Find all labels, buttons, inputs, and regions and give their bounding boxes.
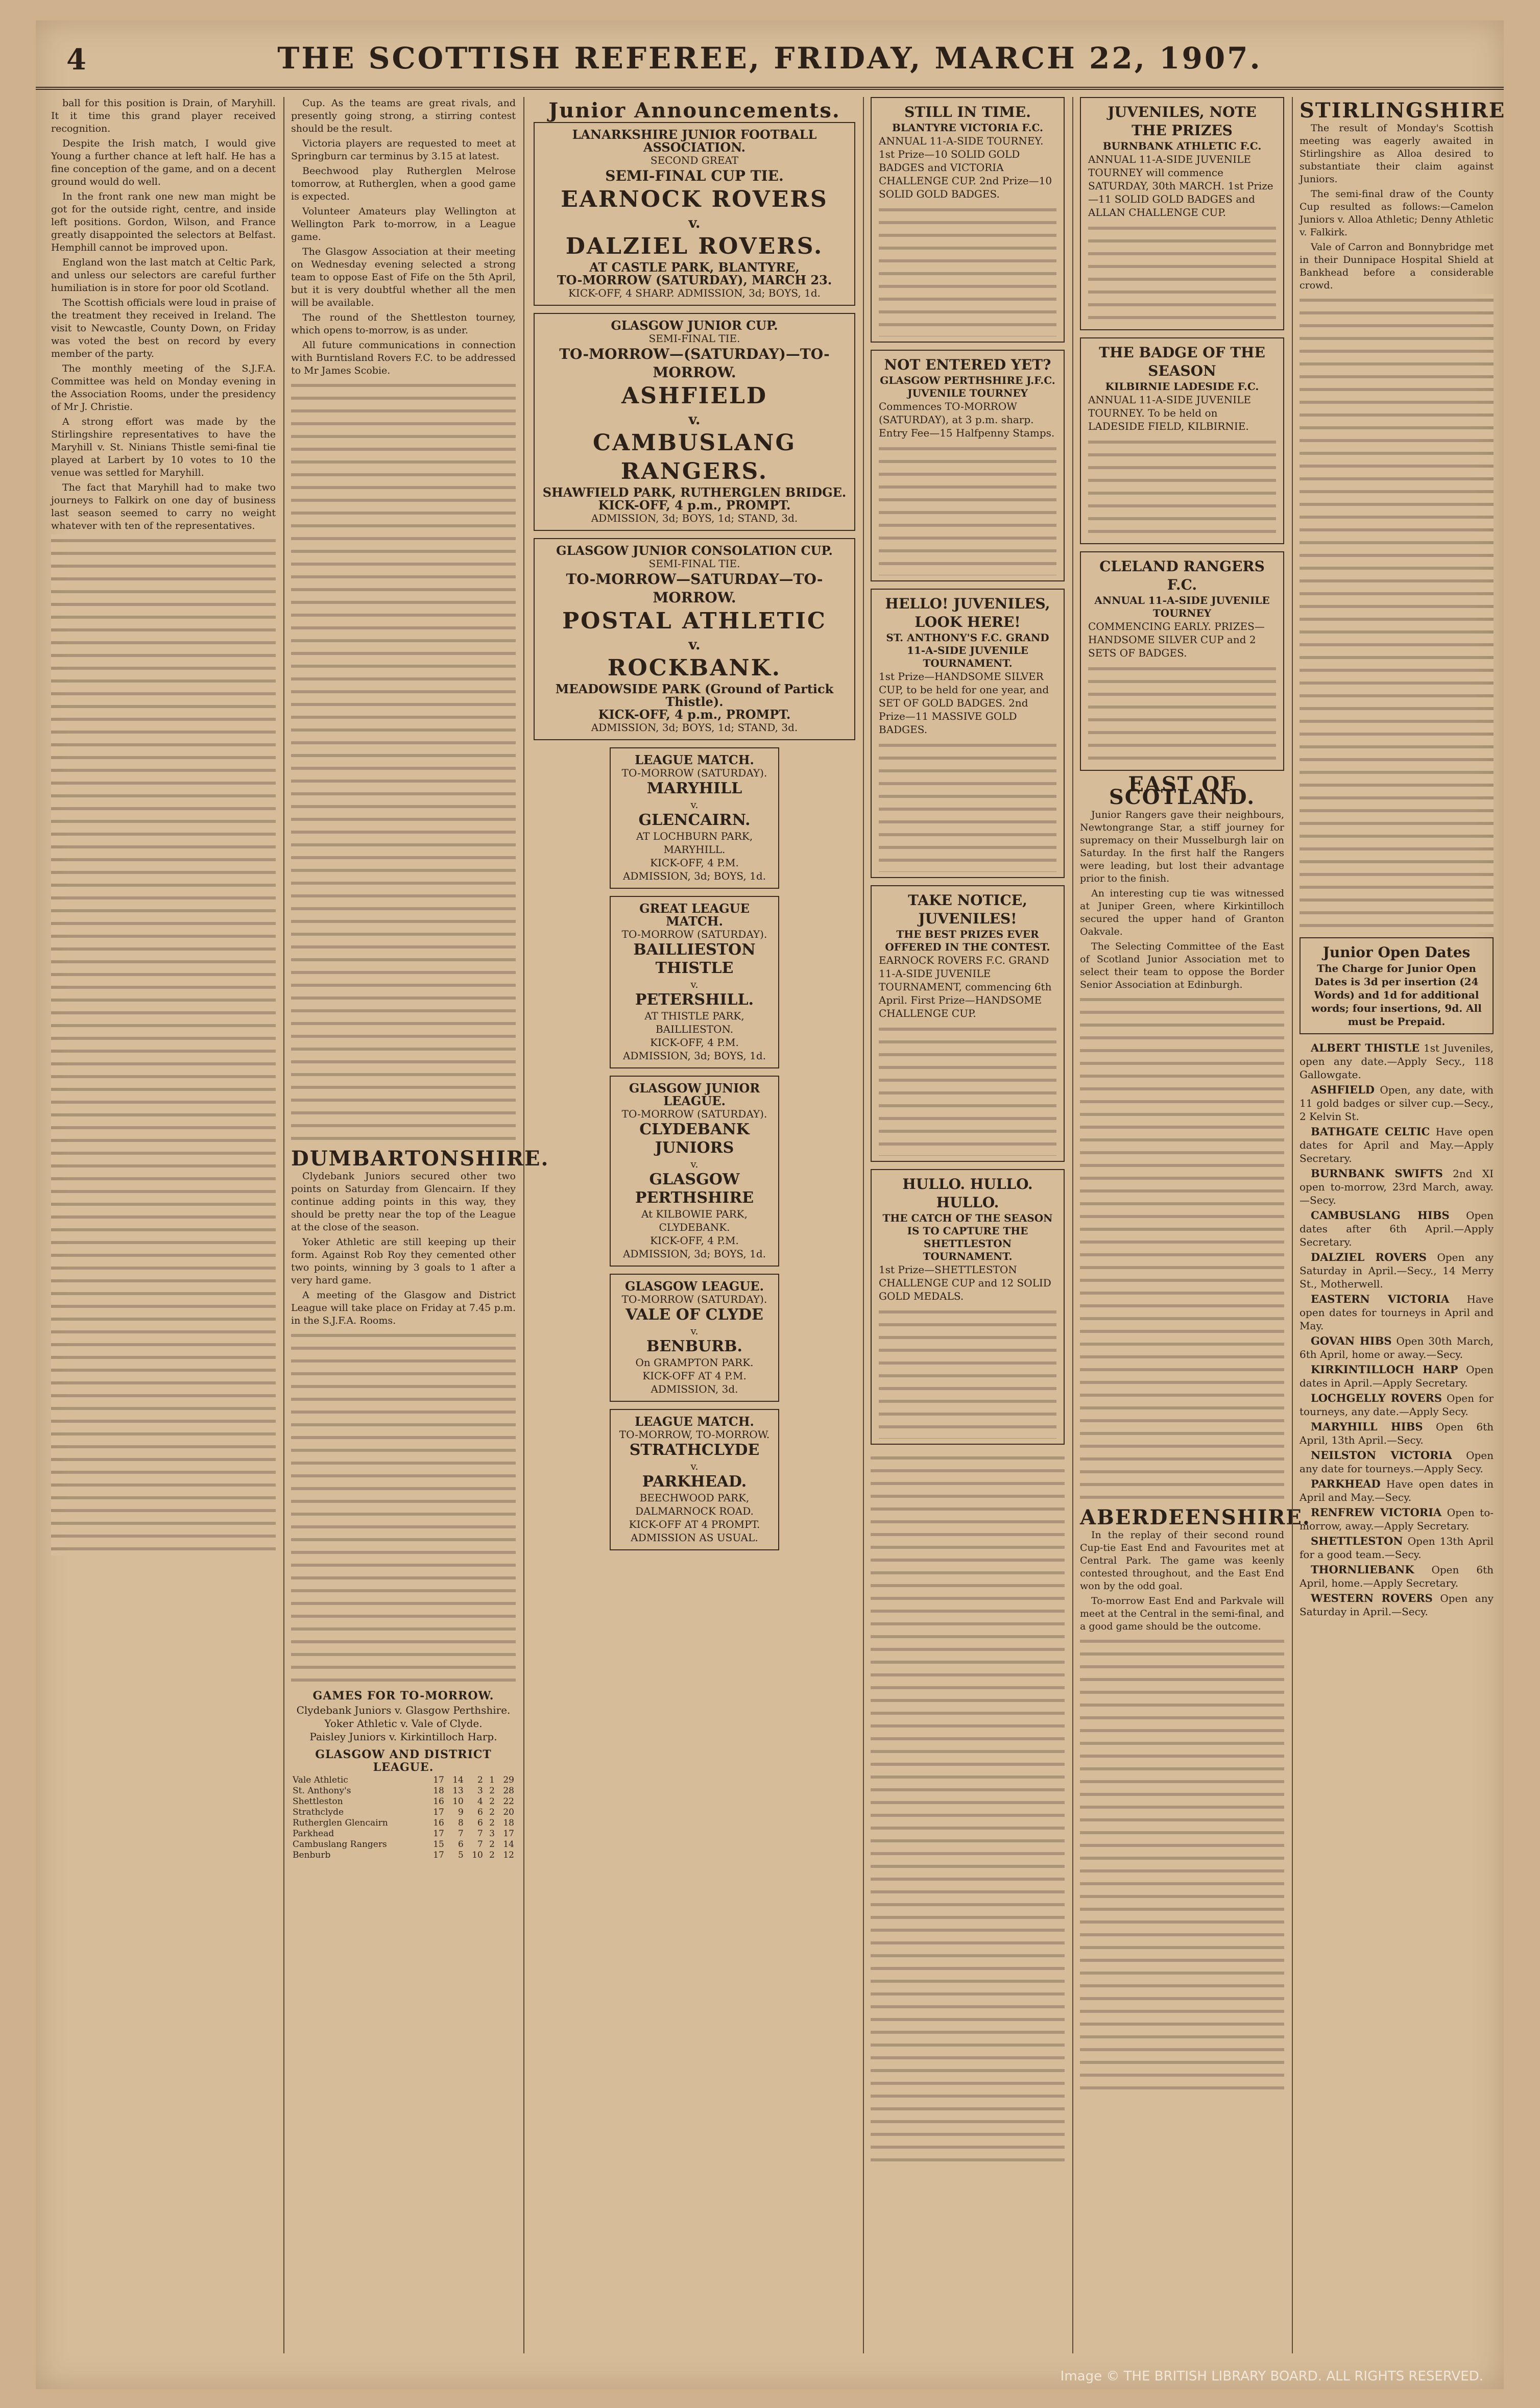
ad-subheading: THE CATCH OF THE SEASON IS TO CAPTURE THE SHETTLESTON TOURNAMENT. — [882, 1212, 1053, 1262]
tourney-ad — [1080, 337, 1284, 544]
club-name: BURNBANK SWIFTS — [1311, 1167, 1443, 1180]
paragraph: The Scottish officials were loud in praise of the treatment they received in Ireland. The visit to Newcastle, County Down, on Friday was voted the best on record by every member of the party. — [51, 297, 276, 359]
paragraph: In the front rank one new man might be got for the outside right, centre, and inside left positions. Gordon, Wilson, and France greatly disappointed the selectors at Belfast. Hemphill cannot be improved upon. — [51, 191, 276, 253]
club-name: DALZIEL ROVERS — [1311, 1251, 1427, 1263]
stat-cell: 3 — [489, 1829, 495, 1839]
stat-cell: 2 — [489, 1786, 495, 1796]
open-date-entry — [1300, 1392, 1494, 1418]
venue: AT LOCHBURN PARK, MARYHILL. — [636, 830, 753, 856]
body-text-lines — [51, 534, 276, 1555]
announcement-heading: LEAGUE MATCH. — [635, 1414, 754, 1429]
table-row — [291, 1850, 516, 1861]
open-date-text: Have open dates for tourneys in April and May. — [1300, 1293, 1494, 1332]
open-date-entry — [1300, 1477, 1494, 1504]
ad-heading: THE BADGE OF THE SEASON — [1099, 344, 1265, 379]
paragraph: Yoker Athletic are still keeping up their form. Against Rob Roy they cemented other two points, winning by 3 goals to 1 after a very hard game. — [291, 1236, 516, 1286]
team-cell: St. Anthony's — [293, 1786, 351, 1796]
open-date-entry — [1300, 1535, 1494, 1561]
column-5 — [1080, 97, 1311, 2353]
announcement-heading: GLASGOW LEAGUE. — [625, 1279, 764, 1294]
stat-cell: 17 — [433, 1775, 444, 1785]
paragraph: Victoria players are requested to meet at Springburn car terminus by 3.15 at latest. — [291, 138, 516, 162]
club-name: WESTERN ROVERS — [1311, 1592, 1433, 1604]
stat-cell: 2 — [489, 1807, 495, 1817]
ad-heading: HELLO! JUVENILES, LOOK HERE! — [885, 595, 1050, 630]
announcement-line: SEMI-FINAL TIE. — [648, 557, 740, 570]
column-4 — [871, 97, 1065, 2353]
admission-info: KICK-OFF, 4 P.M. ADMISSION, 3d; BOYS, 1d. — [622, 1036, 766, 1062]
venue: SHAWFIELD PARK, RUTHERGLEN BRIDGE. — [542, 485, 847, 500]
stat-cell: 2 — [489, 1850, 495, 1860]
paragraph: The round of the Shettleston tourney, which opens to-morrow, is as under. — [291, 312, 516, 336]
ad-body-lines — [1088, 436, 1276, 538]
open-date-entry — [1300, 1167, 1494, 1207]
stat-cell: 13 — [452, 1786, 464, 1796]
stat-cell: 10 — [452, 1796, 464, 1807]
stat-cell: 4 — [477, 1796, 483, 1807]
stat-cell: 10 — [472, 1850, 483, 1860]
open-dates-box — [1300, 937, 1494, 1034]
ad-subheading: GLASGOW PERTHSHIRE J.F.C. JUVENILE TOURNEY — [880, 374, 1055, 399]
announcement-heading: LEAGUE MATCH. — [635, 752, 754, 767]
announcement-box — [610, 1274, 779, 1402]
open-date-entry — [1300, 1363, 1494, 1390]
versus-mark: v. — [690, 978, 699, 990]
stat-cell: 6 — [477, 1807, 483, 1817]
team-name: PETERSHILL. — [635, 991, 754, 1009]
open-date-text: Have open dates in April and May.—Secy. — [1300, 1478, 1494, 1503]
team-cell: Benburb — [293, 1850, 331, 1860]
team-name: DALZIEL ROVERS. — [565, 233, 824, 259]
announcement-box — [610, 1409, 779, 1550]
open-date-text: Open any Saturday in April.—Secy. — [1300, 1592, 1494, 1618]
announcement-box — [534, 313, 855, 531]
section-title: STIRLINGSHIRE — [1300, 99, 1506, 123]
open-date-entry — [1300, 1083, 1494, 1123]
stat-cell: 7 — [458, 1829, 464, 1839]
admission-info: ADMISSION, 3d; BOYS, 1d; STAND, 3d. — [591, 512, 798, 524]
tourney-ad — [871, 1169, 1065, 1445]
match-time: TO-MORROW (SATURDAY). — [621, 928, 767, 940]
page-number: 4 — [66, 43, 86, 77]
venue: AT CASTLE PARK, BLANTYRE, — [589, 260, 800, 275]
team-name: STRATHCLYDE — [629, 1441, 760, 1459]
stat-cell: 2 — [477, 1775, 483, 1785]
club-name: ALBERT THISTLE — [1311, 1041, 1420, 1054]
team-cell: Strathclyde — [293, 1807, 344, 1817]
announcement-heading: GLASGOW JUNIOR CUP. — [611, 318, 778, 333]
ad-subheading: ANNUAL 11-A-SIDE JUVENILE TOURNEY — [1094, 594, 1270, 619]
announcement-heading: GLASGOW JUNIOR LEAGUE. — [629, 1081, 760, 1108]
page-header — [36, 31, 1504, 90]
versus-mark: v. — [690, 798, 699, 811]
stat-cell: 14 — [452, 1775, 464, 1785]
club-name: KIRKINTILLOCH HARP — [1311, 1363, 1458, 1376]
open-date-text: Open to-morrow, away.—Apply Secretary. — [1300, 1506, 1494, 1532]
team-name: POSTAL ATHLETIC — [562, 608, 827, 634]
stat-cell: 16 — [433, 1796, 444, 1807]
column-rule — [523, 97, 524, 2353]
club-name: THORNLIEBANK — [1311, 1563, 1414, 1576]
table-row — [291, 1807, 516, 1818]
announcement-box — [534, 538, 855, 740]
section-title: DUMBARTONSHIRE. — [291, 1147, 549, 1171]
open-date-text: Open dates in April.—Apply Secretary. — [1300, 1364, 1494, 1389]
team-name: CLYDEBANK JUNIORS — [639, 1121, 750, 1157]
stat-cell: 12 — [503, 1850, 514, 1860]
paragraph: A meeting of the Glasgow and District League will take place on Friday at 7.45 p.m. in the S.J.F.A. Rooms. — [291, 1290, 516, 1326]
ad-body: ANNUAL 11-A-SIDE TOURNEY. 1st Prize—10 SOLID GOLD BADGES and VICTORIA CHALLENGE CUP. 2nd Prize—10 SOLID GOLD BADGES. — [879, 135, 1052, 200]
announcement-line: SECOND GREAT — [650, 154, 739, 166]
paragraph: ball for this position is Drain, of Maryhill. It it time this grand player received recognition. — [51, 98, 276, 134]
paragraph: England won the last match at Celtic Park, and unless our selectors are careful further humiliation is in store for poor old Scotland. — [51, 257, 276, 294]
tourney-ad — [871, 350, 1065, 581]
ad-heading: STILL IN TIME. — [904, 104, 1031, 120]
team-name: MARYHILL — [646, 780, 742, 797]
stat-cell: 15 — [433, 1839, 444, 1850]
column-2 — [291, 97, 549, 2353]
ad-body-lines — [879, 1023, 1056, 1156]
table-row — [291, 1829, 516, 1839]
announcements-title: Junior Announcements. — [548, 99, 840, 123]
ad-body: 1st Prize—HANDSOME SILVER CUP, to be held for one year, and SET OF GOLD BADGES. 2nd Prize—11 MASSIVE GOLD BADGES. — [879, 670, 1049, 736]
stat-cell: 6 — [477, 1818, 483, 1828]
announcement-line: SEMI-FINAL CUP TIE. — [605, 167, 784, 184]
stat-cell: 2 — [489, 1818, 495, 1828]
announcement-heading: GLASGOW JUNIOR CONSOLATION CUP. — [556, 543, 833, 558]
club-name: LOCHGELLY ROVERS — [1311, 1392, 1442, 1404]
admission-info: KICK-OFF AT 4 PROMPT. ADMISSION AS USUAL. — [629, 1518, 760, 1544]
ad-heading: NOT ENTERED YET? — [884, 356, 1051, 373]
announcement-heading: GREAT LEAGUE MATCH. — [639, 901, 750, 929]
ad-body-lines — [1088, 222, 1276, 324]
open-dates-note: The Charge for Junior Open Dates is 3d per insertion (24 Words) and 1d for additional words; four insertions, 9d. All must be Prepaid. — [1311, 962, 1482, 1028]
open-date-entry — [1300, 1592, 1494, 1618]
team-name: GLENCAIRN. — [638, 811, 751, 829]
section-title: ABERDEENSHIRE. — [1080, 1505, 1311, 1529]
table-row — [291, 1786, 516, 1796]
versus-mark: v. — [690, 1460, 699, 1472]
stat-cell: 1 — [489, 1775, 495, 1785]
ad-body-lines — [879, 739, 1056, 872]
paragraph: Cup. As the teams are great rivals, and presently going strong, a stirring contest should be the result. — [291, 98, 516, 134]
versus-mark: v. — [690, 1158, 699, 1170]
paragraph: Volunteer Amateurs play Wellington at Wellington Park to-morrow, in a League game. — [291, 206, 516, 242]
game-line: Paisley Juniors v. Kirkintilloch Harp. — [309, 1731, 497, 1743]
open-date-entry — [1300, 1041, 1494, 1081]
match-time: KICK-OFF, 4 p.m., PROMPT. — [598, 707, 791, 722]
stat-cell: 6 — [458, 1839, 464, 1850]
ad-heading: HULLO. HULLO. HULLO. — [902, 1176, 1033, 1211]
paragraph: Clydebank Juniors secured other two points on Saturday from Glencairn. If they continue adding points in this way, they should be pretty near the top of the League at the close of the season. — [291, 1171, 516, 1233]
open-date-entry — [1300, 1420, 1494, 1447]
team-name: ASHFIELD — [621, 383, 767, 409]
open-date-entry — [1300, 1449, 1494, 1475]
team-name: ROCKBANK. — [607, 655, 782, 681]
stat-cell: 14 — [503, 1839, 514, 1850]
team-cell: Cambuslang Rangers — [293, 1839, 387, 1850]
open-date-text: Open for tourneys, any date.—Apply Secy. — [1300, 1392, 1494, 1418]
game-line: Yoker Athletic v. Vale of Clyde. — [324, 1717, 483, 1730]
open-date-text: 1st Juveniles, open any date.—Apply Secy., 118 Gallowgate. — [1300, 1042, 1494, 1081]
venue: BEECHWOOD PARK, DALMARNOCK ROAD. — [635, 1492, 754, 1517]
body-text-lines — [1080, 1635, 1284, 2095]
open-date-text: Open, any date, with 11 gold badges or silver cup.—Secy., 2 Kelvin St. — [1300, 1084, 1494, 1123]
match-time: TO-MORROW, TO-MORROW. — [619, 1428, 770, 1441]
announcement-box — [534, 122, 855, 306]
games-title: GAMES FOR TO-MORROW. — [312, 1689, 494, 1702]
table-row — [291, 1796, 516, 1807]
tourney-ad — [871, 97, 1065, 343]
versus-mark: v. — [688, 636, 701, 653]
open-date-text: Open any date for tourneys.—Apply Secy. — [1300, 1449, 1494, 1475]
ad-body: EARNOCK ROVERS F.C. GRAND 11-A-SIDE JUVENILE TOURNAMENT, commencing 6th April. First Prize—HANDSOME CHALLENGE CUP. — [879, 954, 1052, 1019]
club-name: PARKHEAD — [1311, 1477, 1381, 1490]
open-date-entry — [1300, 1334, 1494, 1361]
stat-cell: 7 — [477, 1829, 483, 1839]
club-name: SHETTLESTON — [1311, 1535, 1403, 1547]
admission-info: KICK-OFF, 4 P.M. ADMISSION, 3d; BOYS, 1d. — [622, 857, 766, 882]
ad-body: Commences TO-MORROW (SATURDAY), at 3 p.m. sharp. Entry Fee—15 Halfpenny Stamps. — [879, 400, 1055, 439]
stat-cell: 17 — [503, 1829, 514, 1839]
versus-mark: v. — [688, 214, 701, 231]
stat-cell: 7 — [477, 1839, 483, 1850]
announcement-box — [610, 896, 779, 1068]
column-1 — [51, 97, 276, 2353]
open-dates-title: Junior Open Dates — [1322, 944, 1471, 961]
open-date-entry — [1300, 1563, 1494, 1590]
match-time: TO-MORROW (SATURDAY). — [621, 1293, 767, 1305]
newspaper-page — [36, 20, 1504, 2389]
ad-body-lines — [879, 1306, 1056, 1439]
stat-cell: 17 — [433, 1829, 444, 1839]
open-date-entry — [1300, 1209, 1494, 1249]
ad-subheading: BURNBANK ATHLETIC F.C. — [1102, 140, 1262, 152]
venue: On GRAMPTON PARK. — [635, 1356, 754, 1369]
admission-info: KICK-OFF, 4 P.M. ADMISSION, 3d; BOYS, 1d. — [622, 1234, 766, 1260]
tourney-ad — [871, 589, 1065, 878]
stat-cell: 18 — [433, 1786, 444, 1796]
paragraph: The semi-final draw of the County Cup resulted as follows:—Camelon Juniors v. Alloa Athletic; Denny Athletic v. Falkirk. — [1300, 188, 1494, 238]
announcement-line: TO-MORROW—(SATURDAY)—TO-MORROW. — [559, 346, 830, 381]
open-date-entry — [1300, 1293, 1494, 1332]
admission-info: KICK-OFF, 4 SHARP. ADMISSION, 3d; BOYS, 1d. — [568, 287, 821, 299]
stat-cell: 8 — [458, 1818, 464, 1828]
open-date-text: Have open dates for April and May.—Apply Secretary. — [1300, 1126, 1494, 1164]
stat-cell: 29 — [503, 1775, 514, 1785]
ad-heading: JUVENILES, NOTE THE PRIZES — [1108, 104, 1257, 139]
paragraph: A strong effort was made by the Stirlingshire representatives to have the Maryhill v. St. Ninians Thistle semi-final tie played at Larbert by 10 votes to 10 the venue was settled for Maryhill. — [51, 416, 276, 478]
venue: MEADOWSIDE PARK (Ground of Partick Thistle). — [555, 682, 834, 709]
table-row — [291, 1818, 516, 1829]
announcement-box — [610, 747, 779, 889]
paragraph: The monthly meeting of the S.J.F.A. Committee was held on Monday evening in the Association Rooms, under the presidency of Mr J. Christie. — [51, 363, 276, 412]
table-row — [291, 1839, 516, 1850]
paragraph: The fact that Maryhill had to make two journeys to Falkirk on one day of business last season seemed to carry no weight whatever with ten of the representatives. — [51, 482, 276, 531]
stat-cell: 3 — [477, 1786, 483, 1796]
body-text-lines — [871, 1452, 1065, 2167]
versus-mark: v. — [688, 411, 701, 428]
team-cell: Shettleston — [293, 1796, 343, 1807]
venue: At KILBOWIE PARK, CLYDEBANK. — [641, 1208, 748, 1233]
paragraph: Beechwood play Rutherglen Melrose tomorrow, at Rutherglen, when a good game is expected. — [291, 165, 516, 202]
open-date-entry — [1300, 1506, 1494, 1533]
game-line: Clydebank Juniors v. Glasgow Perthshire. — [296, 1704, 511, 1716]
paragraph: In the replay of their second round Cup-tie East End and Favourites met at Central Park. The game was keenly contested throughout, and the East End won by the odd goal. — [1080, 1529, 1284, 1592]
ad-heading: CLELAND RANGERS F.C. — [1099, 558, 1265, 593]
club-name: EASTERN VICTORIA — [1311, 1293, 1450, 1305]
announcement-line: SEMI-FINAL TIE. — [648, 332, 740, 345]
column-rule — [1072, 97, 1073, 2353]
club-name: BATHGATE CELTIC — [1311, 1125, 1430, 1138]
ad-body: 1st Prize—SHETTLESTON CHALLENGE CUP and 12 SOLID GOLD MEDALS. — [879, 1263, 1051, 1302]
copyright-footer: Image © THE BRITISH LIBRARY BOARD. ALL RIGHTS RESERVED. — [1060, 2369, 1483, 2384]
team-name: PARKHEAD. — [642, 1473, 747, 1491]
paragraph: Junior Rangers gave their neighbours, Newtongrange Star, a stiff journey for supremacy on their Musselburgh lair on Saturday. In the first half the Rangers were leading, but lost their advantage prior to the finish. — [1080, 809, 1284, 884]
match-time: TO-MORROW (SATURDAY). — [621, 767, 767, 779]
ad-body: ANNUAL 11-A-SIDE JUVENILE TOURNEY will commence SATURDAY, 30th MARCH. 1st Prize—11 SOLID GOLD BADGES and ALLAN CHALLENGE CUP. — [1088, 153, 1273, 218]
club-name: NEILSTON VICTORIA — [1311, 1449, 1452, 1462]
column-rule — [283, 97, 284, 2353]
paragraph: The Selecting Committee of the East of Scotland Junior Association met to select their team to oppose the Border Senior Association at Edinburgh. — [1080, 941, 1284, 990]
club-name: ASHFIELD — [1311, 1083, 1375, 1096]
admission-info: KICK-OFF AT 4 P.M. ADMISSION, 3d. — [642, 1370, 747, 1395]
open-date-text: Open 6th April, 13th April.—Secy. — [1300, 1421, 1494, 1446]
ad-body: ANNUAL 11-A-SIDE JUVENILE TOURNEY. To be held on LADESIDE FIELD, KILBIRNIE. — [1088, 394, 1251, 432]
club-name: MARYHILL HIBS — [1311, 1420, 1423, 1433]
open-date-text: Open dates after 6th April.—Apply Secretary. — [1300, 1209, 1494, 1248]
open-date-entry — [1300, 1125, 1494, 1165]
team-cell: Parkhead — [293, 1829, 334, 1839]
tourney-ad — [1080, 97, 1284, 330]
club-name: RENFREW VICTORIA — [1311, 1506, 1442, 1519]
body-text-lines — [1300, 294, 1494, 932]
paragraph: The result of Monday's Scottish meeting was eagerly awaited in Stirlingshire as Alloa desired to substantiate their claim against Juniors. — [1300, 123, 1494, 185]
ad-body-lines — [879, 204, 1056, 336]
open-date-text: Open 30th March, 6th April, home or away.—Secy. — [1300, 1335, 1494, 1360]
tourney-ad — [1080, 551, 1284, 771]
admission-info: ADMISSION, 3d; BOYS, 1d; STAND, 3d. — [591, 721, 798, 734]
body-text-lines — [1080, 993, 1284, 1504]
column-6 — [1300, 97, 1506, 2353]
paragraph: Despite the Irish match, I would give Young a further chance at left half. He has a fine conception of the game, and on a decent ground would do well. — [51, 138, 276, 187]
table-row — [291, 1775, 516, 1786]
stat-cell: 18 — [503, 1818, 514, 1828]
ad-subheading: THE BEST PRIZES EVER OFFERED IN THE CONTEST. — [885, 928, 1050, 953]
ad-subheading: BLANTYRE VICTORIA F.C. — [892, 121, 1043, 134]
column-rule — [1292, 97, 1293, 2353]
stat-cell: 20 — [503, 1807, 514, 1817]
stat-cell: 17 — [433, 1850, 444, 1860]
club-name: GOVAN HIBS — [1311, 1334, 1392, 1347]
ad-heading: TAKE NOTICE, JUVENILES! — [908, 892, 1027, 927]
team-name: GLASGOW PERTHSHIRE — [635, 1171, 754, 1207]
versus-mark: v. — [690, 1325, 699, 1337]
announcement-box — [610, 1076, 779, 1267]
paragraph: The Glasgow Association at their meeting on Wednesday evening selected a strong team to oppose East of Fife on the 5th April, but it is very doubtful whether all the men will be available. — [291, 246, 516, 308]
match-time: TO-MORROW (SATURDAY). — [621, 1108, 767, 1120]
league-table — [291, 1775, 516, 1861]
announcement-line: TO-MORROW—SATURDAY—TO-MORROW. — [566, 571, 823, 606]
paragraph: To-morrow East End and Parkvale will meet at the Central in the semi-final, and a good game should be the outcome. — [1080, 1595, 1284, 1632]
ad-body-lines — [1088, 663, 1276, 765]
tourney-ad — [871, 885, 1065, 1162]
ad-body: COMMENCING EARLY. PRIZES—HANDSOME SILVER CUP and 2 SETS OF BADGES. — [1088, 620, 1265, 659]
match-time: TO-MORROW (SATURDAY), MARCH 23. — [557, 273, 832, 287]
column-rule — [863, 97, 864, 2353]
announcement-heading: LANARKSHIRE JUNIOR FOOTBALL ASSOCIATION. — [572, 127, 817, 155]
league-title: GLASGOW AND DISTRICT LEAGUE. — [315, 1748, 492, 1774]
ad-subheading: KILBIRNIE LADESIDE F.C. — [1105, 380, 1259, 393]
ad-body-lines — [879, 443, 1056, 575]
paragraph: Vale of Carron and Bonnybridge met in their Dunnipace Hospital Shield at Bankhead before a considerable crowd. — [1300, 241, 1494, 291]
team-name: EARNOCK ROVERS — [561, 186, 828, 212]
stat-cell: 2 — [489, 1839, 495, 1850]
ad-subheading: ST. ANTHONY'S F.C. GRAND 11-A-SIDE JUVENILE TOURNAMENT. — [886, 631, 1049, 669]
open-date-text: Open 13th April for a good team.—Secy. — [1300, 1535, 1494, 1561]
masthead: THE SCOTTISH REFEREE, FRIDAY, MARCH 22, 1907. — [277, 41, 1262, 76]
team-name: VALE OF CLYDE — [625, 1306, 763, 1324]
stat-cell: 5 — [458, 1850, 464, 1860]
section-title: EAST OF SCOTLAND. — [1109, 772, 1256, 809]
open-date-entry — [1300, 1251, 1494, 1291]
stat-cell: 28 — [503, 1786, 514, 1796]
stat-cell: 17 — [433, 1807, 444, 1817]
team-name: BAILLIESTON THISTLE — [633, 941, 756, 977]
open-date-text: 2nd XI open to-morrow, 23rd March, away.—Secy. — [1300, 1167, 1494, 1206]
stat-cell: 22 — [503, 1796, 514, 1807]
paragraph: All future communications in connection with Burntisland Rovers F.C. to be addressed to Mr James Scobie. — [291, 339, 516, 376]
club-name: CAMBUSLANG HIBS — [1311, 1209, 1450, 1222]
team-cell: Rutherglen Glencairn — [293, 1818, 388, 1828]
open-date-text: Open 6th April, home.—Apply Secretary. — [1300, 1564, 1494, 1589]
stat-cell: 9 — [458, 1807, 464, 1817]
team-cell: Vale Athletic — [293, 1775, 348, 1785]
team-name: CAMBUSLANG RANGERS. — [592, 430, 797, 484]
body-text-lines — [291, 1329, 516, 1687]
column-3 — [534, 97, 855, 2353]
open-date-text: Open any Saturday in April.—Secy., 14 Merry St., Motherwell. — [1300, 1251, 1494, 1290]
match-time: KICK-OFF, 4 p.m., PROMPT. — [598, 498, 791, 513]
body-text-lines — [291, 379, 516, 1145]
stat-cell: 16 — [433, 1818, 444, 1828]
team-name: BENBURB. — [646, 1337, 742, 1355]
venue: AT THISTLE PARK, BAILLIESTON. — [644, 1010, 744, 1035]
stat-cell: 2 — [489, 1796, 495, 1807]
paragraph: An interesting cup tie was witnessed at Juniper Green, where Kirkintilloch secured the upper hand of Granton Oakvale. — [1080, 888, 1284, 937]
